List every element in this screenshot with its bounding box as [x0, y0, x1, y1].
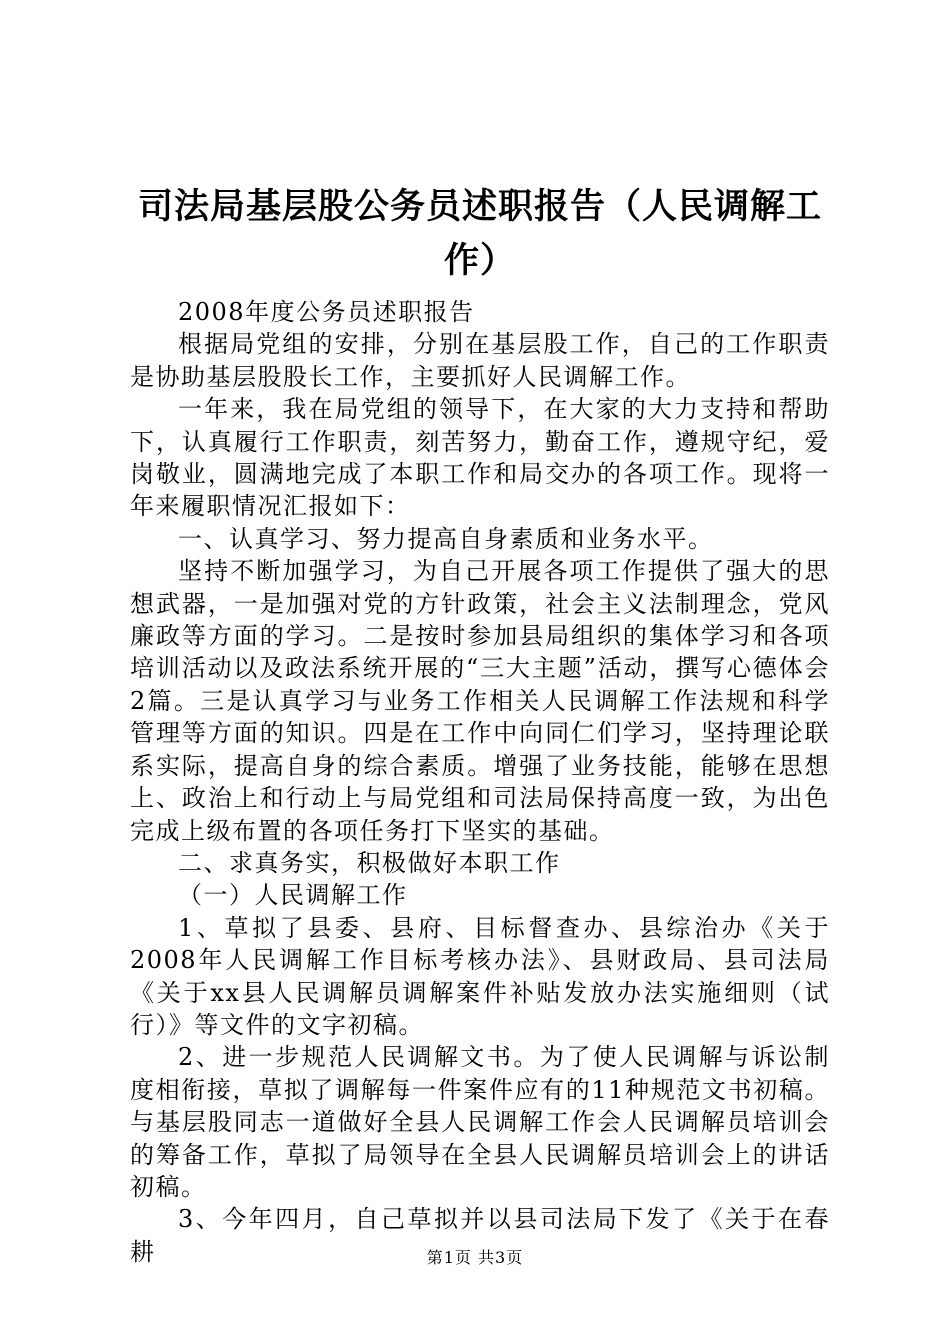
- document-body: [130, 296, 830, 1268]
- section-heading-study: 一、认真学习、努力提高自身素质和业务水平。: [178, 524, 714, 553]
- section-heading-work: 二、求真务实，积极做好本职工作: [178, 848, 561, 877]
- document-title: 司法局基层股公务员述职报告（人民调解工作）: [137, 187, 822, 281]
- list-item-1: 1、草拟了县委、县府、目标督查办、县综治办《关于2008年人民调解工作目标考核办法》、县财政局、县司法局《关于xx县人民调解员调解案件补贴发放办法实施细则（试行）》等文件的文字初稿。: [130, 913, 830, 1039]
- paragraph-duties: 根据局党组的安排，分别在基层股工作，自己的工作职责是协助基层股股长工作，主要抓好人民调解工作。: [130, 330, 830, 391]
- paragraph-study: 坚持不断加强学习，为自己开展各项工作提供了强大的思想武器，一是加强对党的方针政策，社会主义法制理念，党风廉政等方面的学习。二是按时参加县局组织的集体学习和各项培训活动以及政法系统开展的“三大主题”活动，撰写心德体会2篇。三是认真学习与业务工作相关人民调解工作法规和科学管理等方面的知识。四是在工作中向同仁们学习，坚持理论联系实际，提高自身的综合素质。增强了业务技能，能够在思想上、政治上和行动上与局党组和司法局保持高度一致，为出色完成上级布置的各项任务打下坚实的基础。: [130, 557, 830, 845]
- report-subtitle: 2008年度公务员述职报告: [178, 298, 475, 326]
- paragraph-overview: 一年来，我在局党组的领导下，在大家的大力支持和帮助下，认真履行工作职责，刻苦努力，勤奋工作，遵规守纪，爱岗敬业，圆满地完成了本职工作和局交办的各项工作。现将一年来履职情况汇报如下：: [130, 395, 830, 521]
- list-item-3: 3、今年四月，自己草拟并以县司法局下发了《关于在春耕: [130, 1205, 830, 1266]
- subsection-heading-mediation: （一）人民调解工作: [178, 881, 408, 910]
- list-item-2: 2、进一步规范人民调解文书。为了使人民调解与诉讼制度相衔接，草拟了调解每一件案件应有的11种规范文书初稿。与基层股同志一道做好全县人民调解工作会人民调解员培训会的筹备工作，草拟了局领导在全县人民调解员培训会上的讲话初稿。: [130, 1043, 830, 1201]
- page-footer: 第1页 共3页: [426, 1248, 524, 1267]
